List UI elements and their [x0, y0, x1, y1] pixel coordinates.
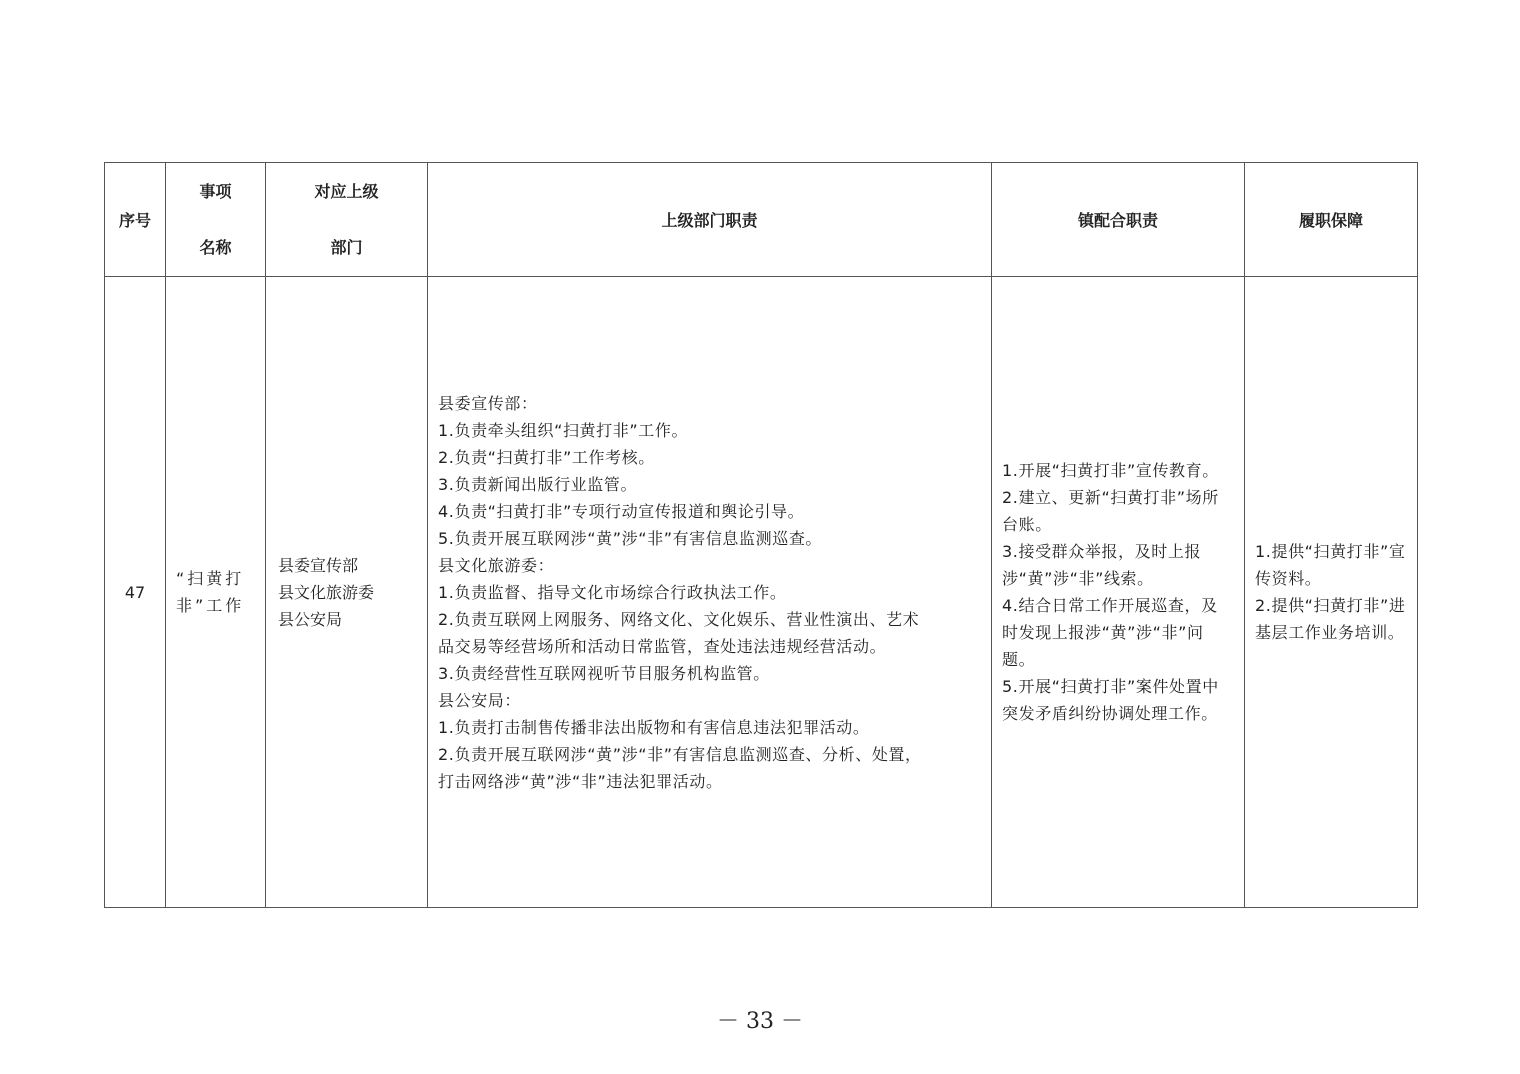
header-seq: 序号 [105, 163, 166, 277]
town-duty-item: 5.开展“扫黄打非”案件处置中突发矛盾纠纷协调处理工作。 [1002, 677, 1219, 723]
header-town-duty: 镇配合职责 [992, 163, 1245, 277]
header-superior-duty: 上级部门职责 [428, 163, 992, 277]
header-superior-dept-line2: 部门 [330, 237, 363, 257]
department-item: 县文化旅游委 [278, 582, 375, 602]
header-item-name-line1: 事项 [199, 181, 232, 201]
cell-seq: 47 [105, 277, 166, 908]
cell-guarantees [1245, 277, 1418, 908]
duty-line: 5.负责开展互联网涉“黄”涉“非”有害信息监测巡查。 [438, 528, 823, 548]
cell-departments [266, 277, 428, 908]
department-item: 县公安局 [278, 609, 343, 629]
duty-line: 县文化旅游委： [438, 555, 555, 575]
duty-line: 1.负责监督、指导文化市场综合行政执法工作。 [438, 582, 787, 602]
duty-line: 2.负责开展互联网涉“黄”涉“非”有害信息监测巡查、分析、处置， [438, 744, 922, 764]
cell-superior-duties [428, 277, 992, 908]
cell-item-name [166, 277, 266, 908]
header-item-name [166, 163, 266, 277]
town-duty-item: 1.开展“扫黄打非”宣传教育。 [1002, 461, 1219, 480]
town-duty-item: 3.接受群众举报，及时上报涉“黄”涉“非”线索。 [1002, 542, 1202, 588]
duty-line: 打击网络涉“黄”涉“非”违法犯罪活动。 [438, 771, 723, 791]
item-name-line1: “扫黄打 [176, 569, 245, 588]
duty-line: 1.负责打击制售传播非法出版物和有害信息违法犯罪活动。 [438, 717, 870, 737]
duty-line: 2.负责“扫黄打非”工作考核。 [438, 447, 655, 467]
table-header-row [105, 163, 1418, 277]
header-guarantee: 履职保障 [1245, 163, 1418, 277]
page-number: － 33 － [717, 1009, 803, 1034]
header-superior-dept [266, 163, 428, 277]
duty-line: 4.负责“扫黄打非”专项行动宣传报道和舆论引导。 [438, 501, 805, 521]
header-superior-dept-line1: 对应上级 [314, 181, 379, 201]
town-duty-item: 4.结合日常工作开展巡查，及时发现上报涉“黄”涉“非”问题。 [1002, 596, 1218, 669]
department-item: 县委宣传部 [278, 555, 359, 575]
duty-line: 3.负责经营性互联网视听节目服务机构监管。 [438, 663, 770, 683]
guarantee-item: 2.提供“扫黄打非”进基层工作业务培训。 [1255, 596, 1406, 642]
responsibility-table [104, 162, 1418, 908]
duty-line: 品交易等经营场所和活动日常监管，查处违法违规经营活动。 [438, 636, 887, 656]
duty-line: 2.负责互联网上网服务、网络文化、文化娱乐、营业性演出、艺术 [438, 609, 920, 629]
header-item-name-line2: 名称 [199, 237, 232, 257]
duty-line: 3.负责新闻出版行业监管。 [438, 474, 638, 494]
table-row [105, 277, 1418, 908]
duty-line: 县公安局： [438, 690, 522, 710]
cell-town-duties [992, 277, 1245, 908]
duty-line: 1.负责牵头组织“扫黄打非”工作。 [438, 420, 689, 440]
guarantee-item: 1.提供“扫黄打非”宣传资料。 [1255, 542, 1406, 588]
town-duty-item: 2.建立、更新“扫黄打非”场所台账。 [1002, 488, 1219, 534]
duty-line: 县委宣传部： [438, 393, 538, 413]
item-name-line2: 非”工作 [176, 596, 245, 615]
